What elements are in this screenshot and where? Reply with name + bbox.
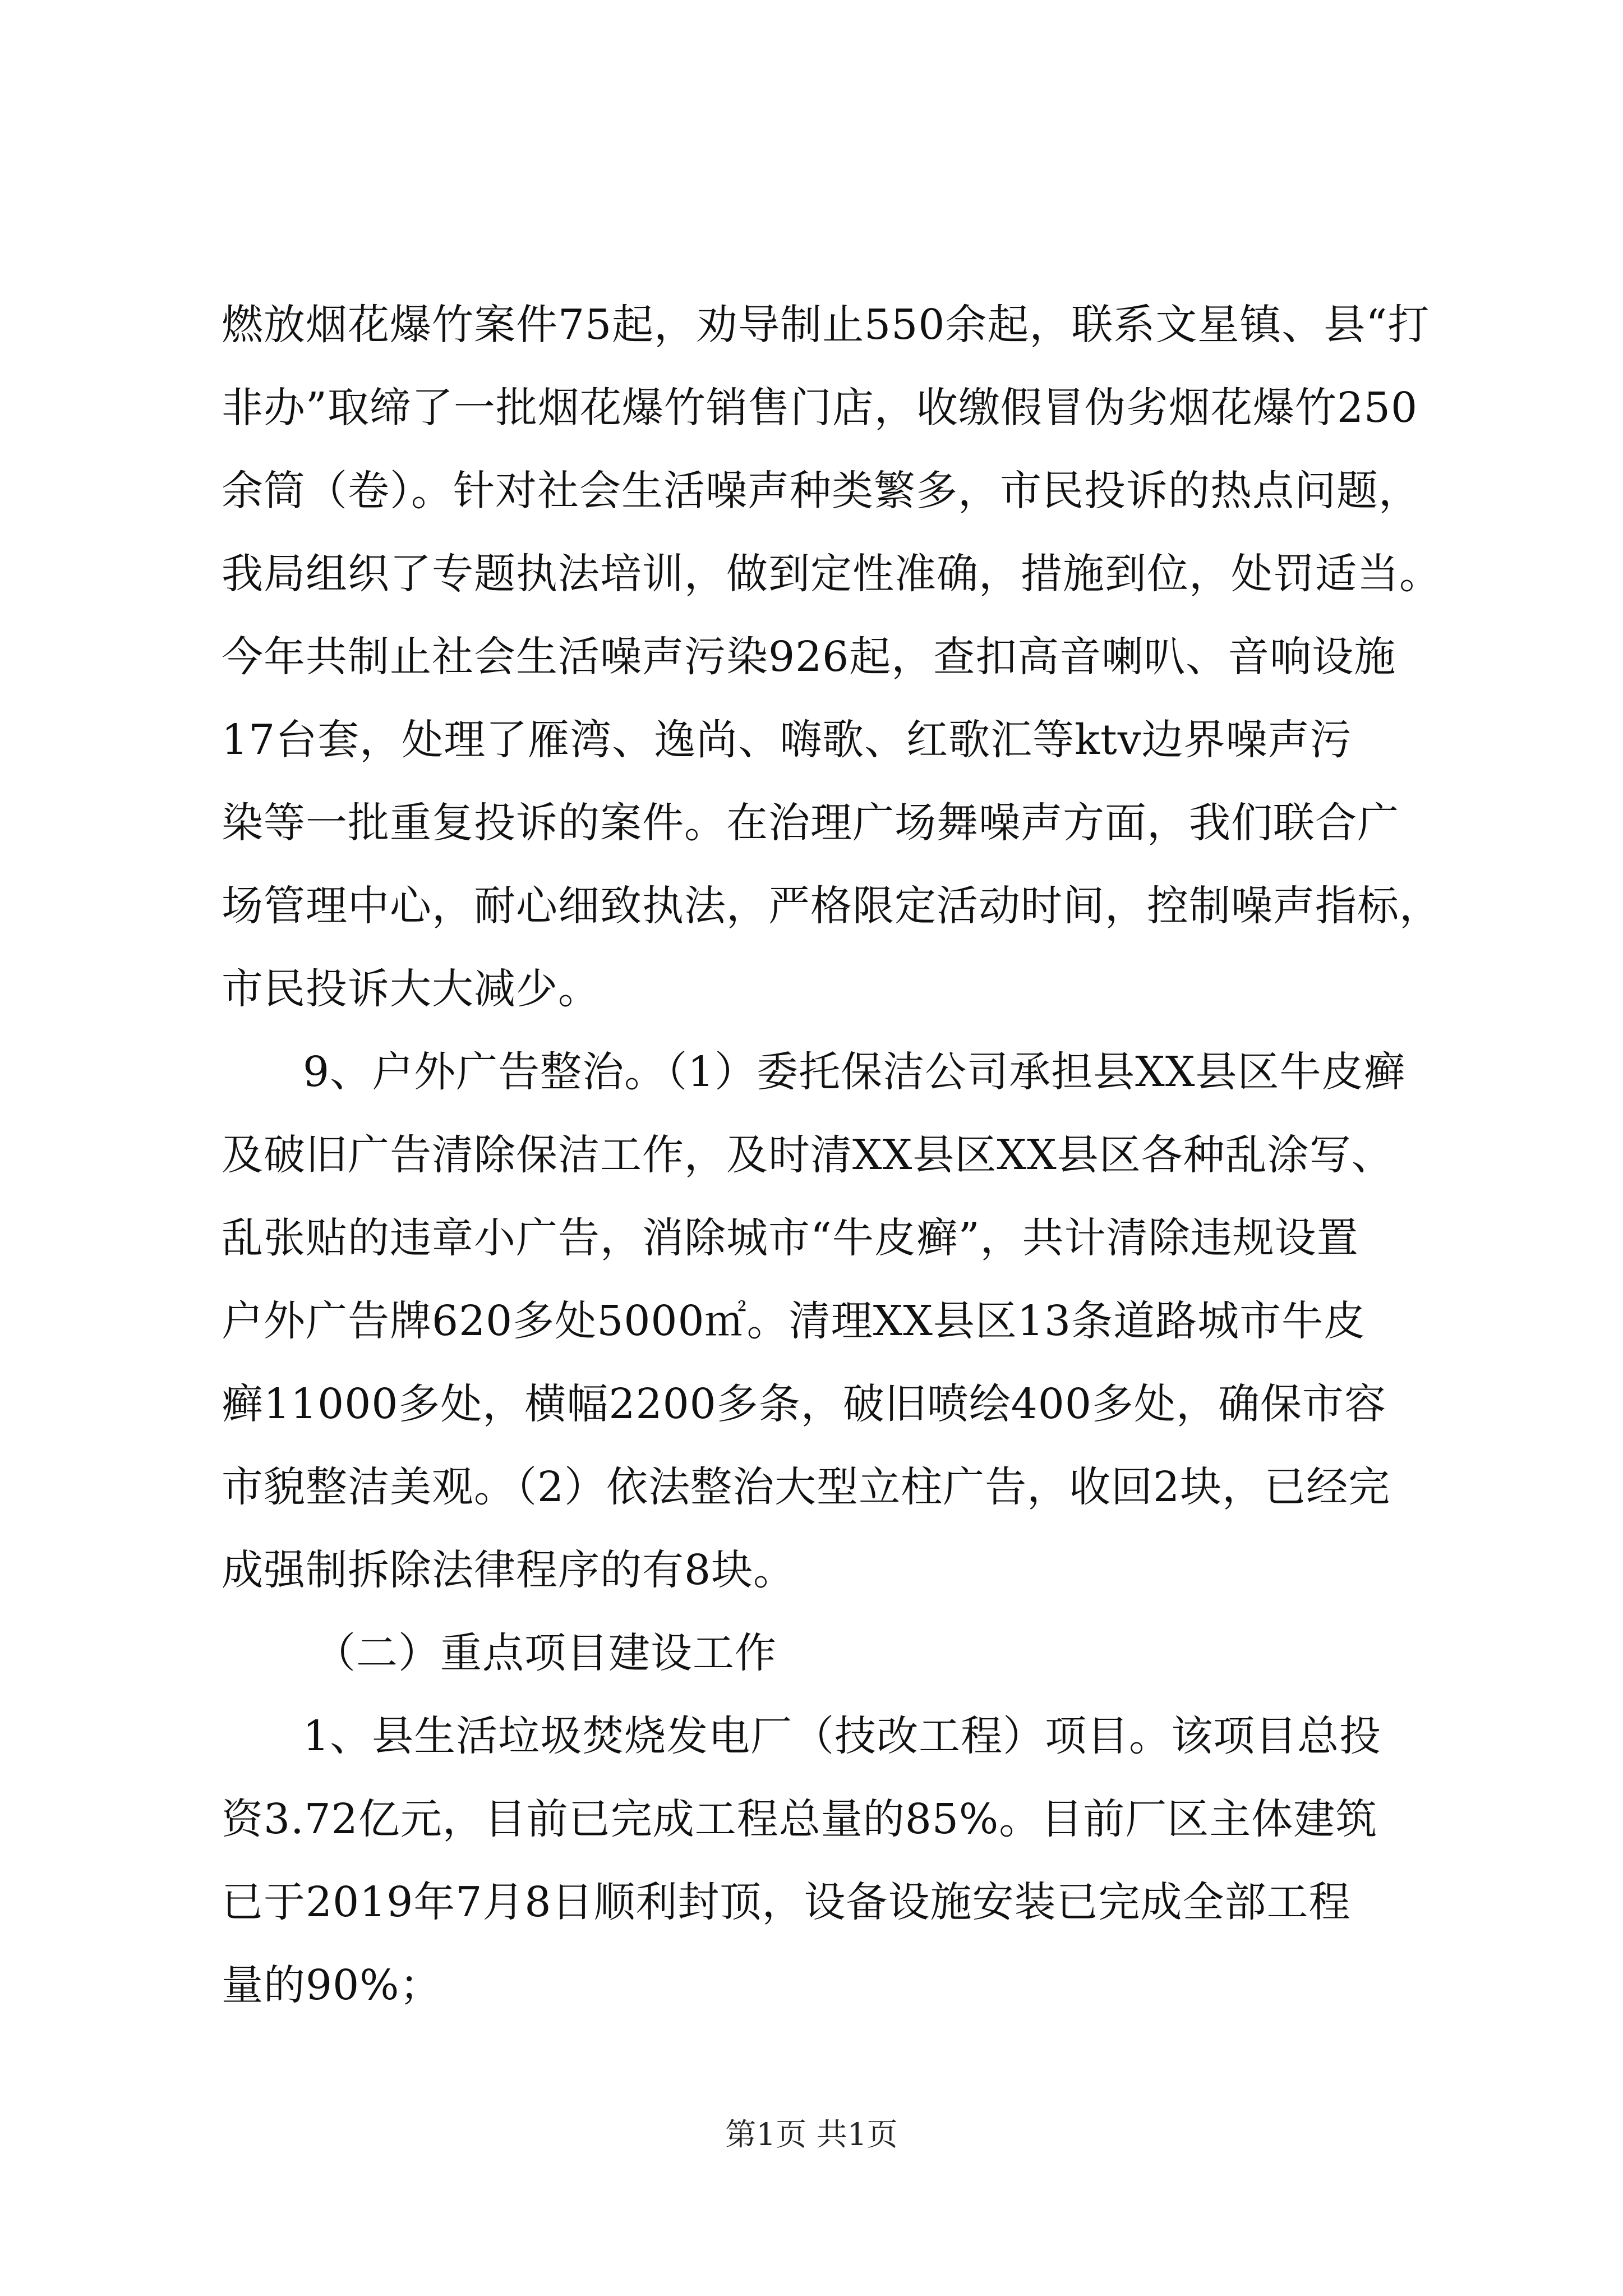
page-footer: 第1页 共1页: [725, 2116, 898, 2152]
text-line-3: 余筒（卷）。针对社会生活噪声种类繁多，市民投诉的热点问题，: [222, 467, 1421, 515]
text-line-5: 今年共制止社会生活噪声污染926起，查扣高音喇叭、音响设施: [222, 633, 1396, 681]
text-line-12: 乱张贴的违章小广告，消除城市“牛皮癣”，共计清除违规设置: [222, 1214, 1359, 1262]
text-line-10: 9、户外广告整治。（1）委托保洁公司承担县XX县区牛皮癣: [303, 1048, 1406, 1096]
text-line-7: 染等一批重复投诉的案件。在治理广场舞噪声方面，我们联合广: [222, 799, 1399, 847]
section-heading: （二）重点项目建设工作: [314, 1629, 777, 1677]
text-line-4: 我局组织了专题执法培训，做到定性准确，措施到位，处罚适当。: [222, 550, 1441, 598]
text-line-18: 1、县生活垃圾焚烧发电厂（技改工程）项目。该项目总投: [303, 1712, 1382, 1760]
text-line-8: 场管理中心，耐心细致执法，严格限定活动时间，控制噪声指标，: [222, 882, 1441, 930]
text-line-19: 资3.72亿元，目前已完成工程总量的85%。目前厂区主体建筑: [222, 1795, 1378, 1843]
text-line-11: 及破旧广告清除保洁工作，及时清XX县区XX县区各种乱涂写、: [222, 1131, 1394, 1179]
text-line-20: 已于2019年7月8日顺利封顶，设备设施安装已完成全部工程: [222, 1878, 1351, 1926]
text-line-2: 非办”取缔了一批烟花爆竹销售门店，收缴假冒伪劣烟花爆竹250: [222, 384, 1418, 432]
text-line-9: 市民投诉大大减少。: [222, 965, 600, 1013]
text-line-13: 户外广告牌620多处5000㎡。清理XX县区13条道路城市牛皮: [222, 1297, 1366, 1345]
text-line-14: 癣11000多处，横幅2200多条，破旧喷绘400多处，确保市容: [222, 1380, 1386, 1428]
text-line-16: 成强制拆除法律程序的有8块。: [222, 1546, 796, 1594]
text-line-1: 燃放烟花爆竹案件75起，劝导制止550余起，联系文星镇、县“打: [222, 301, 1430, 349]
text-line-21: 量的90%；: [222, 1961, 442, 2009]
text-line-15: 市貌整洁美观。（2）依法整治大型立柱广告，收回2块，已经完: [222, 1463, 1391, 1511]
text-line-6: 17台套，处理了雁湾、逸尚、嗨歌、红歌汇等ktv边界噪声污: [222, 716, 1352, 764]
